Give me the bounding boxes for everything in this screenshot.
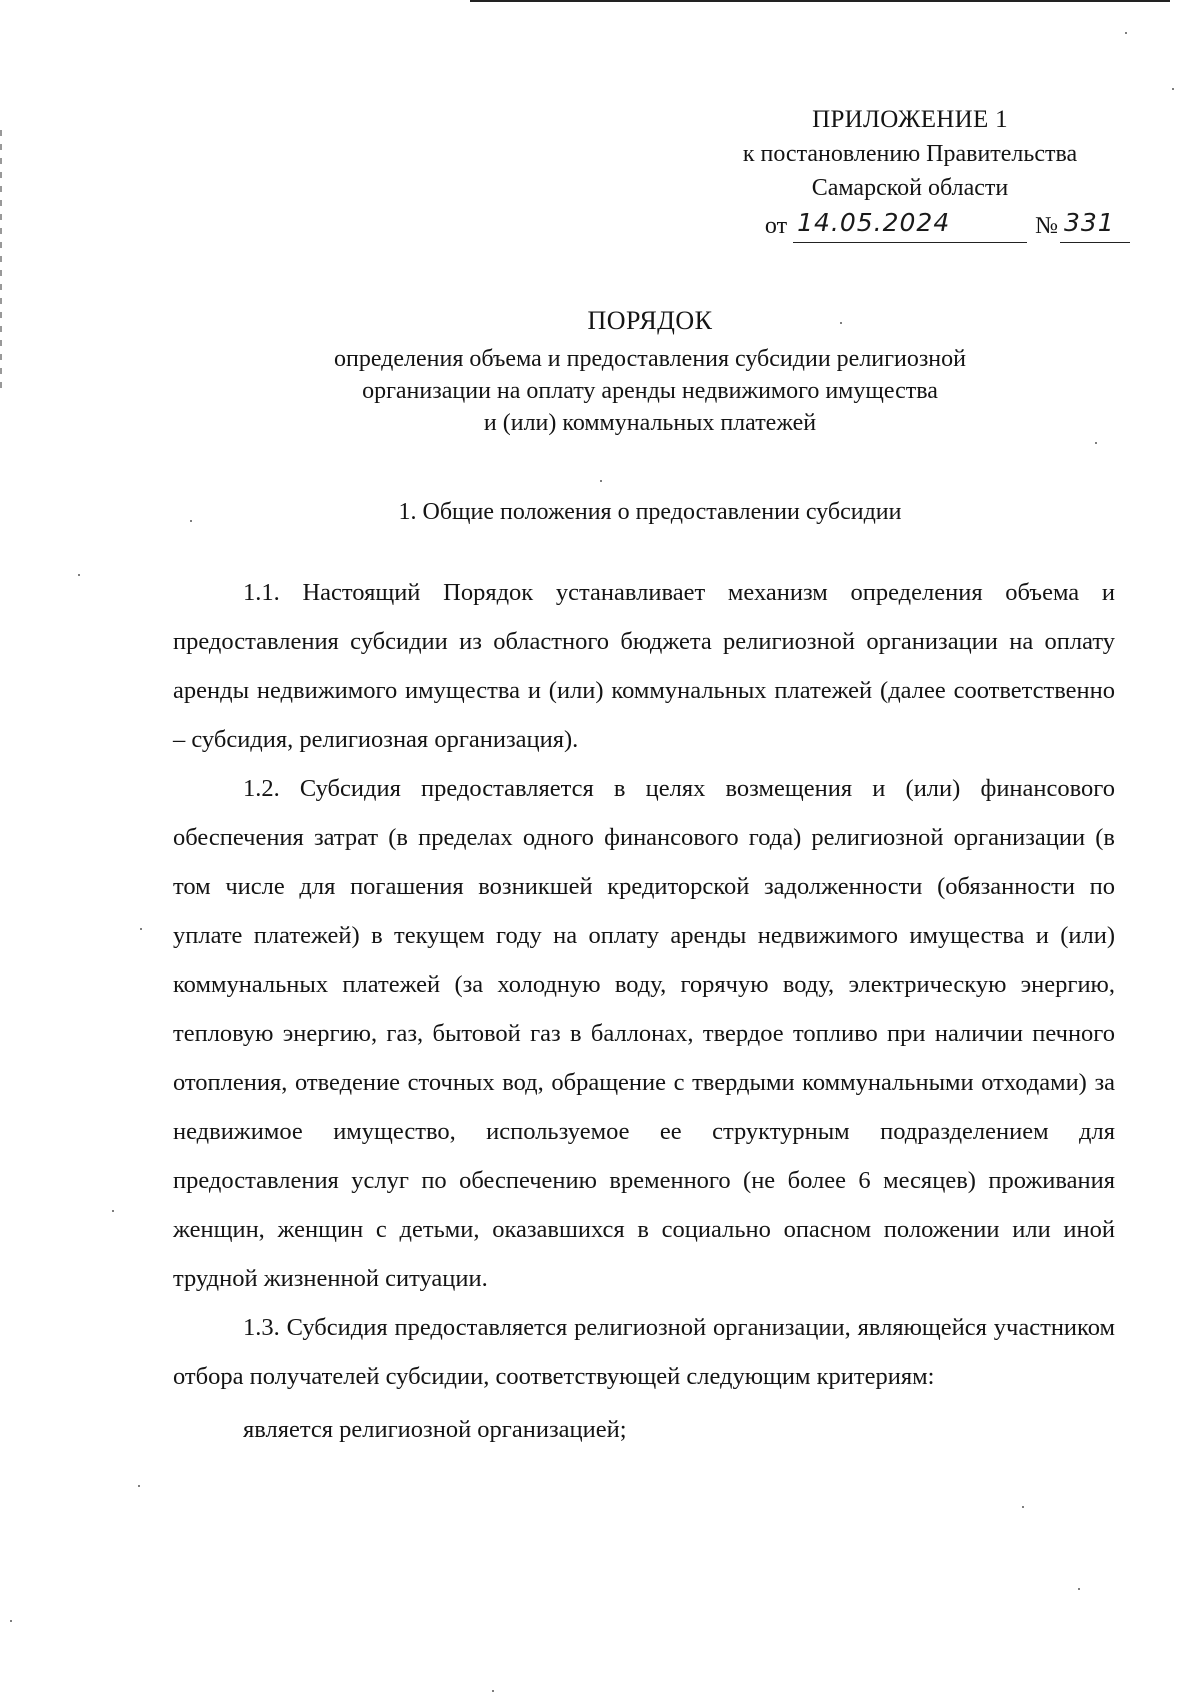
appendix-line-2: Самарской области — [811, 175, 1009, 201]
document-heading — [200, 305, 1100, 439]
scan-speck — [600, 480, 602, 482]
heading-line-2: организации на оплату аренды недвижимого имущества — [362, 378, 938, 404]
paragraph-1-2: 1.2. Субсидия предоставляется в целях возмещения и (или) финансового обеспечения затрат (в пределах одного финансового года) религиозной организации (в том числе для погашения возникшей кредиторской задолженности (обязанности по уплате платежей) в текущем году на оплату аренды недвижимого имущества и (или) коммунальных платежей (за холодную воду, горячую воду, электрическую энергию, тепловую энергию, газ, бытовой газ в баллонах, твердое топливо при наличии печного отопления, отведение сточных вод, обращение с твердыми коммунальными отходами) за недвижимое имущество, используемое ее структурным подразделением для предоставления услуг по обеспечению временного (не более 6 месяцев) проживания женщин, женщин с детьми, оказавшихся в социально опасном положении или иной трудной жизненной ситуации. — [173, 775, 1115, 1292]
scan-speck — [78, 574, 80, 576]
appendix-title: ПРИЛОЖЕНИЕ 1 — [812, 106, 1008, 133]
scan-speck — [190, 520, 192, 522]
appendix-date-line — [690, 205, 1130, 243]
paragraph-1-3: 1.3. Субсидия предоставляется религиозной организации, являющейся участником отбора получателей субсидии, соответствующей следующим критериям: — [173, 1314, 1115, 1390]
scan-speck — [840, 322, 842, 324]
number-field — [1060, 210, 1130, 243]
scan-speck — [492, 1690, 494, 1692]
scan-speck — [10, 1620, 12, 1622]
scan-speck — [1022, 1506, 1024, 1508]
scan-left-edge — [0, 130, 2, 390]
scan-speck — [1172, 88, 1174, 90]
scan-speck — [140, 928, 142, 930]
date-field — [793, 210, 1027, 243]
scan-speck — [1125, 32, 1127, 34]
document-body — [173, 568, 1115, 1454]
heading-line-1: определения объема и предоставления субсидии религиозной — [334, 346, 966, 372]
scan-speck — [1078, 1588, 1080, 1590]
scan-edge-line — [470, 0, 1170, 2]
scan-speck — [112, 1210, 114, 1212]
paragraph-1-1: 1.1. Настоящий Порядок устанавливает механизм определения объема и предоставления субсидии из областного бюджета религиозной организации на оплату аренды недвижимого имущества и (или) коммунальных платежей (далее соответственно – субсидия, религиозная организация). — [173, 579, 1115, 753]
handwritten-number: 331 — [1064, 208, 1115, 237]
scan-speck — [138, 1485, 140, 1487]
section-title: 1. Общие положения о предоставлении субсидии — [398, 499, 902, 525]
appendix-block — [690, 103, 1130, 243]
date-prefix: от — [764, 213, 788, 239]
number-label: № — [1035, 213, 1058, 239]
heading-line-3: и (или) коммунальных платежей — [483, 410, 817, 436]
handwritten-date: 14.05.2024 — [797, 208, 951, 237]
scan-speck — [1095, 442, 1097, 444]
appendix-line-1: к постановлению Правительства — [742, 141, 1078, 167]
criteria-item: является религиозной организацией; — [243, 1416, 627, 1443]
document-title: ПОРЯДОК — [587, 306, 713, 335]
